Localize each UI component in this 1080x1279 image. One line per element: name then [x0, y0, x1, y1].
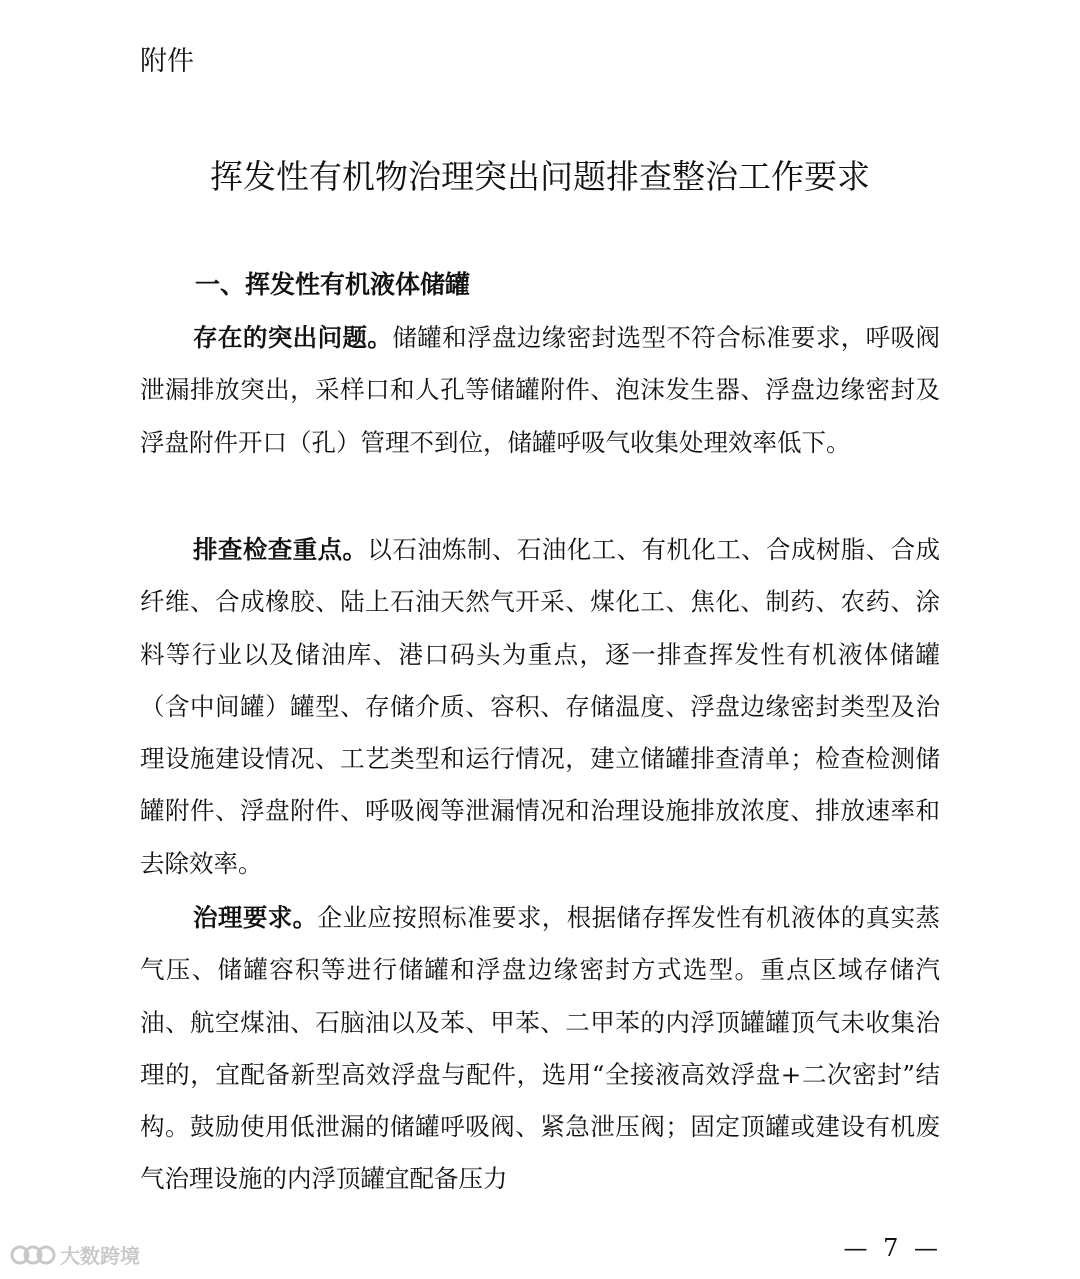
paragraph-text: 储罐和浮盘边缘密封选型不符合标准要求，呼吸阀泄漏排放突出，采样口和人孔等储罐附件、泡沫发生器、浮盘边缘密封及浮盘附件开口（孔）管理不到位，储罐呼吸气收集处理效率低下。 [140, 323, 940, 457]
cloud-chain-logo-icon [10, 1242, 56, 1268]
watermark-text: 大数跨境 [60, 1244, 140, 1268]
paragraph-lead: 治理要求。 [193, 903, 318, 932]
section-heading: 一、挥发性有机液体储罐 [195, 270, 471, 299]
paragraph-lead: 排查检查重点。 [193, 535, 368, 564]
page-number: — 7 — [843, 1234, 942, 1262]
document-title: 挥发性有机物治理突出问题排查整治工作要求 [210, 157, 870, 196]
paragraph-governance-requirements [140, 892, 940, 1206]
paragraph-lead: 存在的突出问题。 [193, 323, 393, 352]
attachment-label: 附件 [140, 46, 194, 77]
paragraph-text: 企业应按照标准要求，根据储存挥发性有机液体的真实蒸气压、储罐容积等进行储罐和浮盘边缘密封方式选型。重点区域存储汽油、航空煤油、石脑油以及苯、甲苯、二甲苯的内浮顶罐罐顶气未收集治理的，宜配备新型高效浮盘与配件，选用“全接液高效浮盘+二次密封”结构。鼓励使用低泄漏的储罐呼吸阀、紧急泄压阀；固定顶罐或建设有机废气治理设施的内浮顶罐宜配备压力 [140, 903, 941, 1194]
paragraph-text: 以石油炼制、石油化工、有机化工、合成树脂、合成纤维、合成橡胶、陆上石油天然气开采、煤化工、焦化、制药、农药、涂料等行业以及储油库、港口码头为重点，逐一排查挥发性有机液体储罐（含中间罐）罐型、存储介质、容积、存储温度、浮盘边缘密封类型及治理设施建设情况、工艺类型和运行情况，建立储罐排查清单；检查检测储罐附件、浮盘附件、呼吸阀等泄漏情况和治理设施排放浓度、排放速率和去除效率。 [140, 535, 941, 878]
paragraph-inspection-focus [140, 524, 940, 890]
watermark [10, 1240, 140, 1269]
paragraph-problems [140, 312, 940, 469]
